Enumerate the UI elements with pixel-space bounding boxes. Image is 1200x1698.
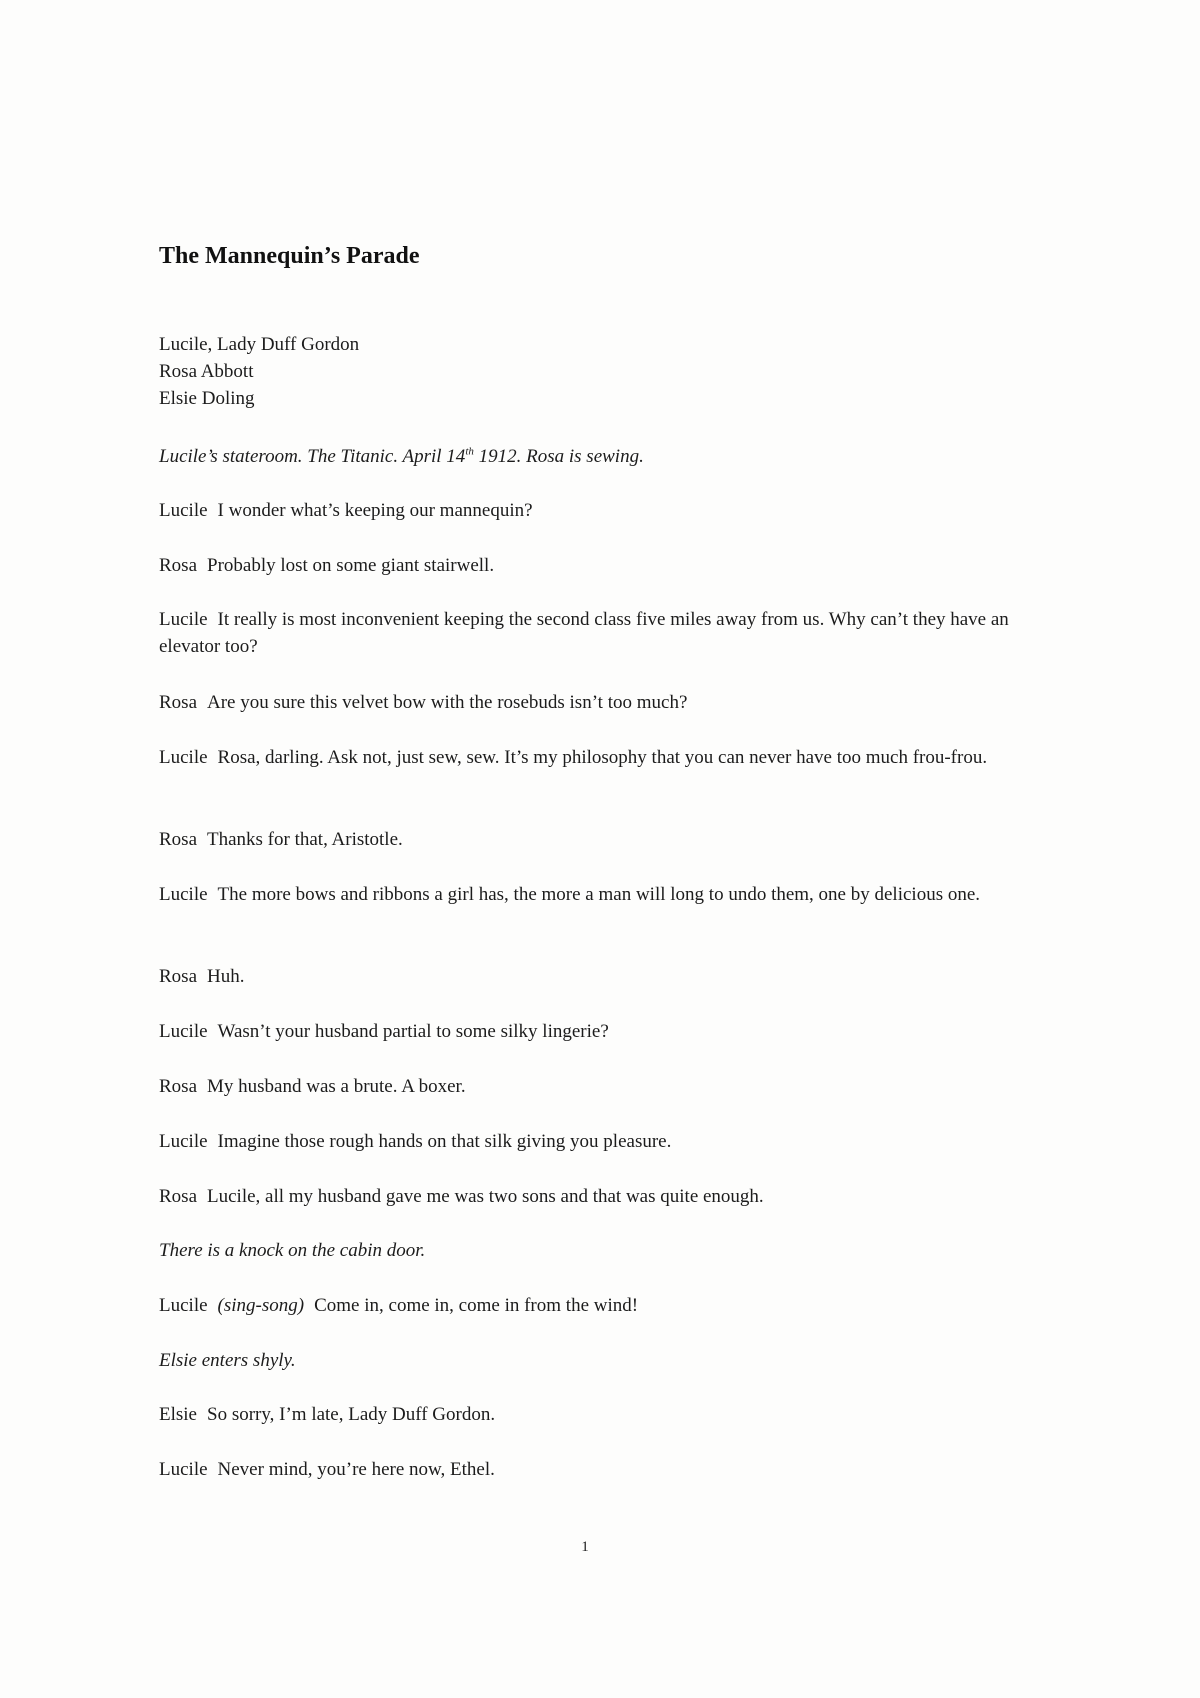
cast-list bbox=[159, 331, 359, 412]
speaker-name: Lucile bbox=[159, 500, 208, 521]
parenthetical: (sing-song) bbox=[217, 1295, 305, 1316]
dialogue-line bbox=[159, 497, 1039, 524]
dialogue-line bbox=[159, 1018, 1039, 1045]
stage-direction-knock: There is a knock on the cabin door. bbox=[159, 1240, 426, 1261]
dialogue-text: Lucile, all my husband gave me was two sons and that was quite enough. bbox=[207, 1186, 764, 1207]
page-number: 1 bbox=[581, 1539, 589, 1555]
speaker-name: Lucile bbox=[159, 609, 208, 630]
dialogue-text: Thanks for that, Aristotle. bbox=[207, 829, 403, 850]
speaker-name: Rosa bbox=[159, 1076, 197, 1097]
setting-superscript: th bbox=[465, 445, 474, 458]
dialogue-text: Wasn’t your husband partial to some silky lingerie? bbox=[217, 1021, 609, 1042]
stage-direction-setting bbox=[159, 443, 1039, 470]
cast-member: Lucile, Lady Duff Gordon bbox=[159, 334, 360, 355]
dialogue-line bbox=[159, 552, 1039, 579]
dialogue-text: Are you sure this velvet bow with the rosebuds isn’t too much? bbox=[207, 692, 688, 713]
stage-direction-enter: Elsie enters shyly. bbox=[159, 1350, 296, 1371]
dialogue-text: Never mind, you’re here now, Ethel. bbox=[217, 1459, 495, 1480]
dialogue-line bbox=[159, 1073, 1039, 1100]
dialogue-line bbox=[159, 1456, 1039, 1483]
cast-member: Elsie Doling bbox=[159, 388, 255, 409]
setting-text-end: 1912. Rosa is sewing. bbox=[473, 446, 644, 467]
speaker-name: Elsie bbox=[159, 1404, 197, 1425]
setting-text: Lucile’s stateroom. The Titanic. April 14 bbox=[159, 446, 466, 467]
dialogue-line bbox=[159, 963, 1039, 990]
cast-member: Rosa Abbott bbox=[159, 361, 254, 382]
dialogue-text: It really is most inconvenient keeping the second class five miles away from us. Why can’t they have an elevator too? bbox=[159, 609, 1009, 657]
dialogue-line bbox=[159, 881, 1039, 908]
dialogue-line bbox=[159, 1401, 1039, 1428]
speaker-name: Lucile bbox=[159, 1295, 208, 1316]
speaker-name: Rosa bbox=[159, 829, 197, 850]
dialogue-text: Imagine those rough hands on that silk giving you pleasure. bbox=[217, 1131, 672, 1152]
dialogue-line bbox=[159, 1128, 1039, 1155]
speaker-name: Rosa bbox=[159, 966, 197, 987]
page-title: The Mannequin’s Parade bbox=[159, 243, 420, 269]
dialogue-line bbox=[159, 826, 1039, 853]
speaker-name: Lucile bbox=[159, 884, 208, 905]
dialogue-text: So sorry, I’m late, Lady Duff Gordon. bbox=[207, 1404, 496, 1425]
speaker-name: Lucile bbox=[159, 1131, 208, 1152]
dialogue-text: Huh. bbox=[207, 966, 245, 987]
dialogue-line bbox=[159, 1183, 1039, 1210]
dialogue-line bbox=[159, 606, 1039, 660]
dialogue-line bbox=[159, 689, 1039, 716]
speaker-name: Rosa bbox=[159, 692, 197, 713]
dialogue-text: My husband was a brute. A boxer. bbox=[207, 1076, 466, 1097]
dialogue-text: The more bows and ribbons a girl has, the more a man will long to undo them, one by delicious one. bbox=[217, 884, 981, 905]
dialogue-line bbox=[159, 744, 1039, 771]
speaker-name: Lucile bbox=[159, 747, 208, 768]
speaker-name: Rosa bbox=[159, 555, 197, 576]
speaker-name: Lucile bbox=[159, 1459, 208, 1480]
dialogue-line bbox=[159, 1292, 1039, 1319]
speaker-name: Rosa bbox=[159, 1186, 197, 1207]
dialogue-text: I wonder what’s keeping our mannequin? bbox=[217, 500, 533, 521]
speaker-name: Lucile bbox=[159, 1021, 208, 1042]
dialogue-text: Rosa, darling. Ask not, just sew, sew. It’s my philosophy that you can never have too much frou-frou. bbox=[217, 747, 988, 768]
dialogue-text: Come in, come in, come in from the wind! bbox=[314, 1295, 639, 1316]
dialogue-text: Probably lost on some giant stairwell. bbox=[207, 555, 495, 576]
